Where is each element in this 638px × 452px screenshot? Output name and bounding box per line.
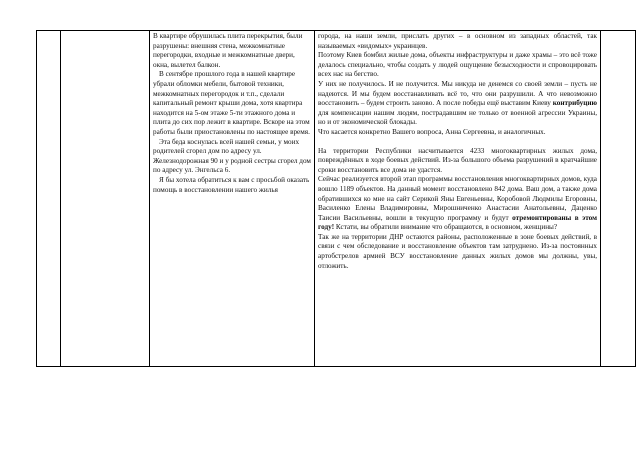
reply-text-cell	[315, 31, 601, 367]
reply-paragraph	[318, 80, 597, 128]
reply-paragraph: города, на наши земли, прислать других – в основном из западных областей, так называемых «видомых» украинцев.	[318, 32, 597, 50]
appeal-paragraph: В сентябре прошлого года в нашей квартире убрали обломки мебели, бытовой техники, межкомнатных перегородок и т.п., сделали капитальный ремонт крыши дома, хотя квартира находится на 5-ом этаже 5-ти этажного дома и плита до сих пор лежит в квартире. Вскоре на этом работы были приостановлены по настоящее время.	[153, 70, 310, 136]
reply-paragraph: Поэтому Киев бомбил жилые дома, объекты инфраструктуры и даже храмы – это всё тоже делалось специально, чтобы создать у людей ощущение безысходности и спровоцировать всех нас на бегство.	[318, 51, 597, 79]
appeal-paragraph: Я бы хотела обратиться к вам с просьбой оказать помощь в восстановлении нашего жилья	[153, 175, 310, 194]
reply-bold-text: контрибуцию	[552, 99, 597, 108]
reply-paragraph	[318, 175, 597, 233]
reply-paragraph: Что касается конкретно Вашего вопроса, Анна Сергеевна, и аналогичных.	[318, 127, 546, 136]
appeals-table	[36, 30, 636, 367]
reply-paragraph: Так же на территории ДНР остаются районы, расположенные в зоне боевых действий, в связи с чем обследование и восстановление объектов там затруднено. Из-за постоянных артобстрелов армией ВСУ восстановление данных жилых домов мы должны, увы, отложить.	[318, 232, 597, 270]
appeal-paragraph: Эта беда коснулась всей нашей семьи, у моих родителей сгорел дом по адресу ул. Железнодорожная 90 и у родной сестры сгорел дом по адресу ул. Энгельса 6.	[153, 137, 311, 175]
reply-bold-text: отремонтированы в этом году!	[318, 213, 597, 232]
reply-text: для компенсации нашим людям, пострадавшим не только от военной агрессии Украины, но и от экономической блокады.	[318, 108, 597, 127]
status-cell	[601, 31, 636, 367]
paragraph-gap	[318, 138, 597, 147]
table-row	[37, 31, 636, 367]
author-cell	[61, 31, 150, 367]
appeal-text-cell	[150, 31, 315, 367]
reply-text: У них не получилось. И не получится. Мы никуда не денемся со своей земли – пусть не надеются. И мы будем восстанавливать всё то, что они разрушили. А что невозможно восстановить – будем строить заново. А после победы ещё выставим Киеву	[318, 79, 597, 108]
reply-text: Кстати, вы обратили внимание что обращаются, в основном, женщины?	[334, 223, 558, 232]
appeal-paragraph: В квартире обрушилась плита перекрытия, были разрушены: внешняя стена, межкомнатные перегородки, входные и межкомнатные двери, окна, вылетел балкон.	[153, 32, 303, 69]
number-cell	[37, 31, 61, 367]
reply-paragraph: На территории Республики насчитывается 4233 многоквартирных жилых дома, повреждённых в ходе боевых действий. Из-за большого объема разрушений в кратчайшие сроки восстановить все дома не удастся.	[318, 146, 597, 174]
reply-text: Сейчас реализуется второй этап программы восстановления многоквартирных домов, куда вошло 1189 объектов. На данный момент восстановлено 842 дома. Ваш дом, а также дома обратившихся ко мне на сайт Серикой Яны Евгеньевны, Коробовой Людмилы Егоровны, Василенко Елены Владимировны, Мирошниченко Анастасии Анатольевны, Даценко Таисии Васильевны, вошли в текущую программу и будут	[318, 175, 597, 222]
